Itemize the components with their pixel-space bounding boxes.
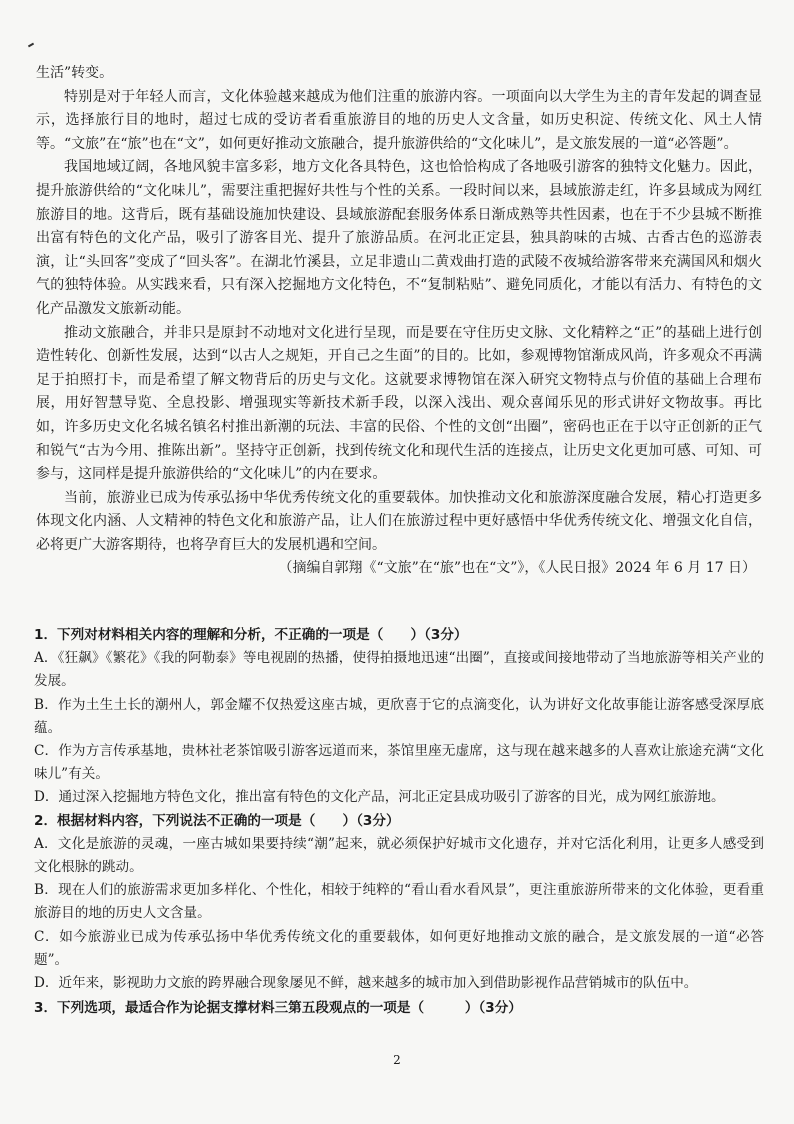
passage-paragraph: 特别是对于年轻人而言，文化体验越来越成为他们注重的旅游内容。一项面向以大学生为主的青年发起的调查显示，选择旅行目的地时，超过七成的受访者看重旅游目的地的历史人文含量，如历史积淀、传统文化、风土人情等。“文旅”在“旅”也在“文”，如何更好推动文旅融合，提升旅游供给的“文化味儿”，是文旅发展的一道“必答题”。 — [36, 88, 762, 152]
question-1-option-a: A．《狂飙》《繁花》《我的阿勒泰》等电视剧的热播，使得拍摄地迅速“出圈”，直接或间接地带动了当地旅游等相关产业的发展。 — [34, 650, 764, 690]
reading-passage — [36, 62, 762, 581]
passage-paragraph: 生活”转变。 — [36, 65, 114, 81]
passage-paragraph: 当前，旅游业已成为传承弘扬中华优秀传统文化的重要载体。加快推动文化和旅游深度融合发展，精心打造更多体现文化内涵、人文精神的特色文化和旅游产品，让人们在旅游过程中更好感悟中华优秀传统文化、增强文化自信，必将更广大游客期待，也将孕育巨大的发展机遇和空间。 — [36, 489, 762, 553]
question-section — [34, 624, 764, 1020]
passage-paragraph: 我国地域辽阔，各地风貌丰富多彩，地方文化各具特色，这也恰恰构成了各地吸引游客的独特文化魅力。因此，提升旅游供给的“文化味儿”，需要注重把握好共性与个性的关系。一段时间以来，县域旅游走红，许多县域成为网红旅游目的地。这背后，既有基础设施加快建设、县域旅游配套服务体系日渐成熟等共性因素，也在于不少县城不断推出富有特色的文化产品，吸引了游客目光、提升了旅游品质。在河北正定县，独具韵味的古城、古香古色的巡游表演，让“头回客”变成了“回头客”。在湖北竹溪县，立足非遗山二黄戏曲打造的武陵不夜城给游客带来充满国风和烟火气的独特体验。从实践来看，只有深入挖掘地方文化特色，不“复制粘贴”、避免同质化，才能以有活力、有特色的文化产品激发文旅新动能。 — [36, 159, 762, 317]
question-1-option-b: B．作为土生土长的潮州人，郭金耀不仅热爱这座古城，更欣喜于它的点滴变化，认为讲好文化故事能让游客感受深厚底蕴。 — [34, 696, 764, 736]
question-2-stem: 2．根据材料内容，下列说法不正确的一项是（ ）（3分） — [34, 812, 400, 829]
passage-paragraph: 推动文旅融合，并非只是原封不动地对文化进行呈现，而是要在守住历史文脉、文化精粹之“正”的基础上进行创造性转化、创新性发展，达到“以古人之规矩，开自己之生面”的目的。比如，参观博物馆渐成风尚，许多观众不再满足于拍照打卡，而是希望了解文物背后的历史与文化。这就要求博物馆在深入研究文物特点与价值的基础上合理布展，用好智慧导览、全息投影、增强现实等新技术新手段，以深入浅出、观众喜闻乐见的形式讲好文物故事。再比如，许多历史文化名城名镇名村推出新潮的玩法、丰富的民俗、个性的文创“出圈”，密码也正在于以守正创新的正气和锐气“古为今用、推陈出新”。坚持守正创新，找到传统文化和现代生活的连接点，让历史文化更加可感、可知、可参与，这同样是提升旅游供给的“文化味儿”的内在要求。 — [36, 324, 762, 483]
question-2-option-d: D．近年来，影视助力文旅的跨界融合现象屡见不鲜，越来越多的城市加入到借助影视作品营销城市的队伍中。 — [34, 975, 698, 992]
question-1-option-d: D．通过深入挖掘地方特色文化，推出富有特色的文化产品，河北正定县成功吸引了游客的目光，成为网红旅游地。 — [34, 789, 725, 806]
scan-mark — [28, 43, 34, 48]
page-number: 2 — [393, 1053, 401, 1067]
question-1-stem: 1．下列对材料相关内容的理解和分析，不正确的一项是（ ）（3分） — [34, 627, 468, 643]
question-2-option-a: A．文化是旅游的灵魂，一座古城如果要持续“潮”起来，就必须保护好城市文化遗存，并对它活化利用，让更多人感受到文化根脉的跳动。 — [34, 835, 764, 876]
question-2-option-b: B．现在人们的旅游需求更加多样化、个性化，相较于纯粹的“看山看水看风景”，更注重旅游所带来的文化体验，更看重旅游目的地的历史人文含量。 — [34, 882, 764, 922]
question-2-option-c: C．如今旅游业已成为传承弘扬中华优秀传统文化的重要载体，如何更好地推动文旅的融合，是文旅发展的一道“必答题”。 — [34, 928, 764, 968]
question-1-option-c: C．作为方言传承基地，贵林社老茶馆吸引游客远道而来，茶馆里座无虚席，这与现在越来越多的人喜欢让旅途充满“文化味儿”有关。 — [34, 743, 764, 783]
question-3-stem: 3．下列选项，最适合作为论据支撑材料三第五段观点的一项是（ ）（3分） — [34, 1000, 522, 1017]
passage-source: （摘编自郭翔《“文旅”在“旅”也在“文”》，《人民日报》2024 年 6 月 17 日） — [278, 560, 756, 577]
